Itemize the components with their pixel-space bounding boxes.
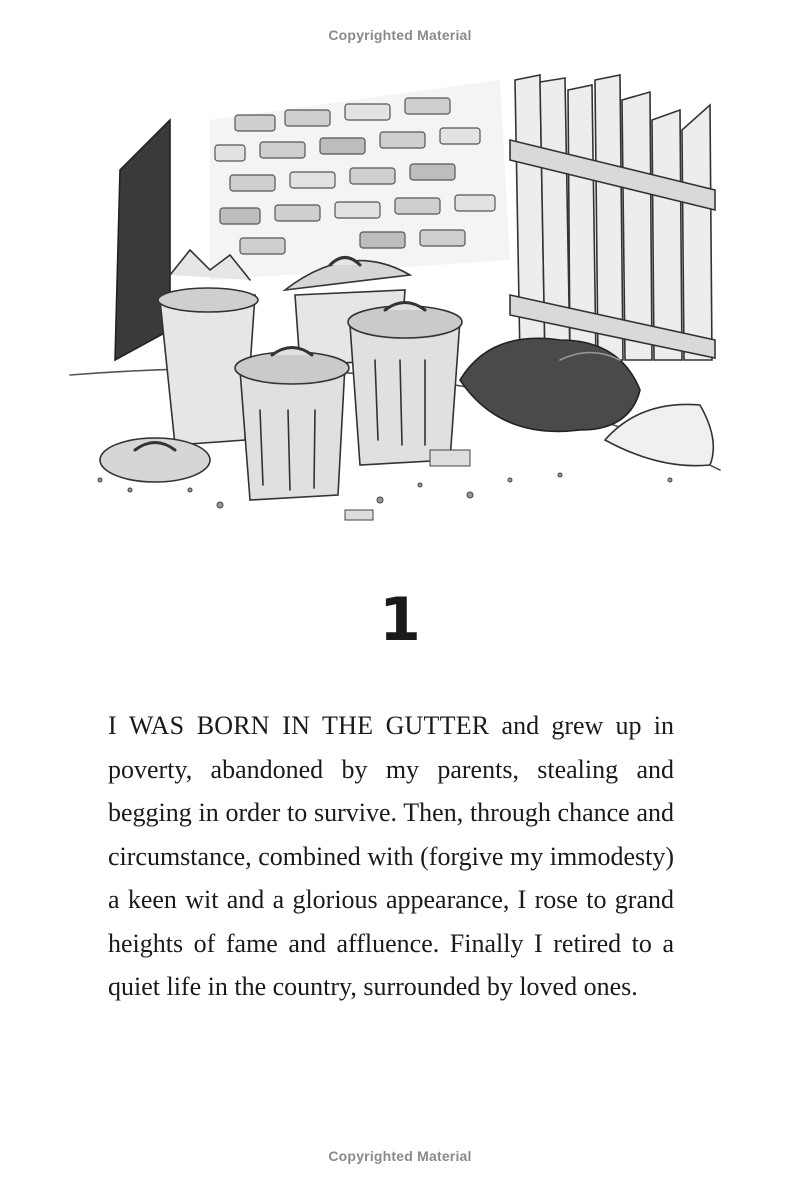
paragraph-lead-in: I WAS BORN IN THE GUTTER bbox=[108, 711, 490, 740]
watermark-bottom: Copyrighted Material bbox=[328, 1148, 472, 1164]
alley-illustration bbox=[60, 60, 730, 540]
chapter-number: 1 bbox=[379, 585, 421, 655]
chapter-opening-paragraph bbox=[108, 704, 674, 1009]
paragraph-body: and grew up in poverty, abandoned by my parents, stealing and begging in order to survive. Then, through chance and circumstance, combined with (forgive my immodesty) a keen wit and a glorious appearance, I rose to grand heights of fame and affluence. Finally I retired to a quiet life in the country, surrounded by loved ones. bbox=[108, 711, 674, 1001]
watermark-top: Copyrighted Material bbox=[328, 27, 472, 43]
